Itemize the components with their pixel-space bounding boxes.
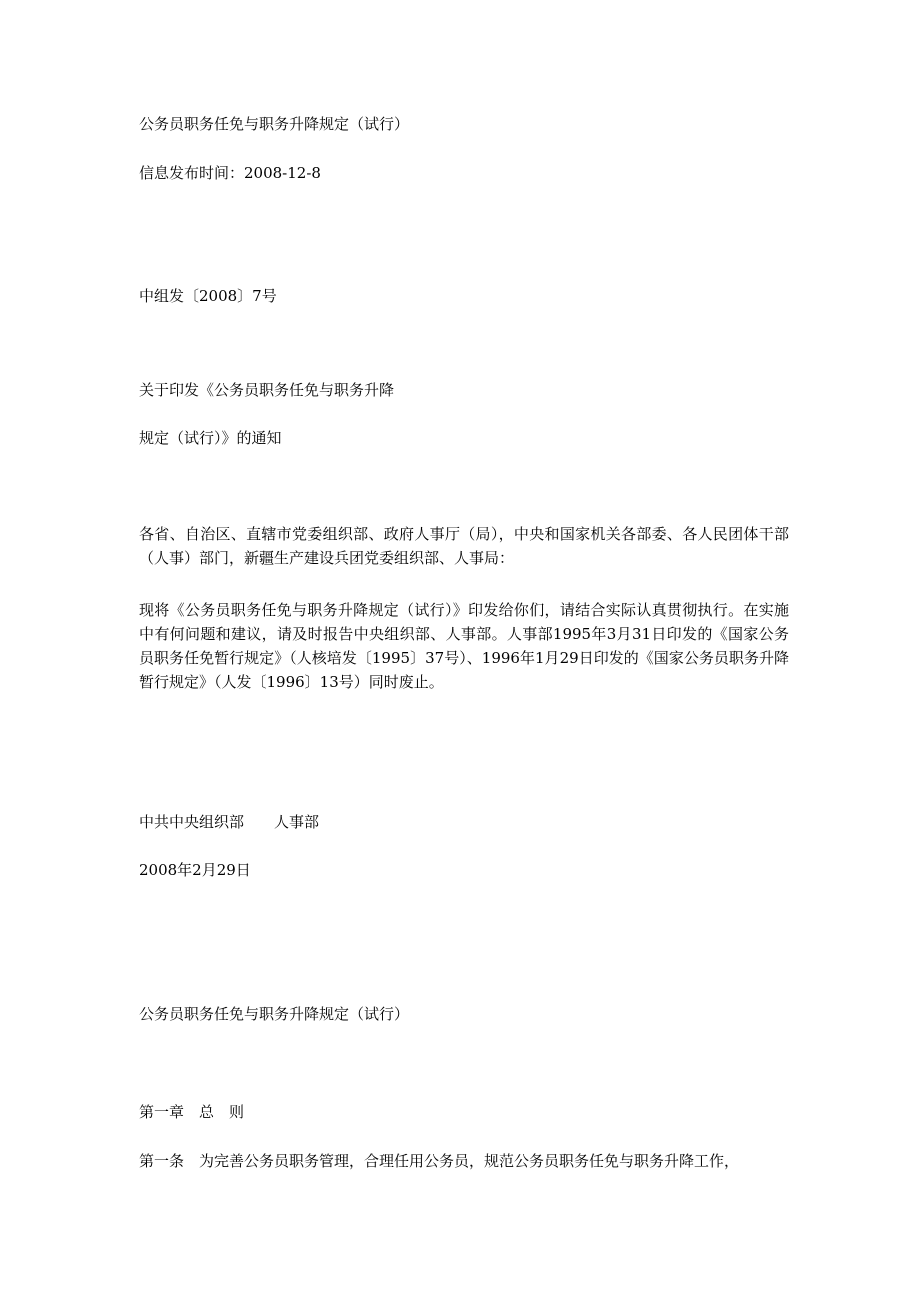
issuer-ministry-of-personnel: 人事部 [274,813,320,831]
issuer-row [139,812,319,832]
article-1-text: 第一条 为完善公务员职务管理，合理任用公务员，规范公务员职务任免与职务升降工作， [139,1152,740,1170]
notice-title-line-1: 关于印发《公务员职务任免与职务升降 [139,381,395,399]
document-number: 中组发〔2008〕7号 [139,287,277,305]
document-title: 公务员职务任免与职务升降规定（试行） [139,115,410,133]
publish-time: 信息发布时间：2008-12-8 [139,164,321,182]
chapter-heading: 第一章 总 则 [139,1103,245,1121]
issuer-organization-department: 中共中央组织部 [139,813,245,831]
regulation-title: 公务员职务任免与职务升降规定（试行） [139,1005,410,1023]
issue-date: 2008年2月29日 [139,861,251,879]
notice-title-line-2: 规定（试行）》的通知 [139,429,282,447]
notice-body-paragraph: 现将《公务员职务任免与职务升降规定（试行）》印发给你们，请结合实际认真贯彻执行。在实施中有何问题和建议，请及时报告中央组织部、人事部。人事部1995年3月31日印发的《国家公务员职务任免暂行规定》（人核培发〔1995〕37号）、1996年1月29日印发的《国家公务员职务升降暂行规定》（人发〔1996〕13号）同时废止。 [139,601,789,691]
addressees-paragraph: 各省、自治区、直辖市党委组织部、政府人事厅（局），中央和国家机关各部委、各人民团体干部（人事）部门，新疆生产建设兵团党委组织部、人事局： [139,525,789,567]
